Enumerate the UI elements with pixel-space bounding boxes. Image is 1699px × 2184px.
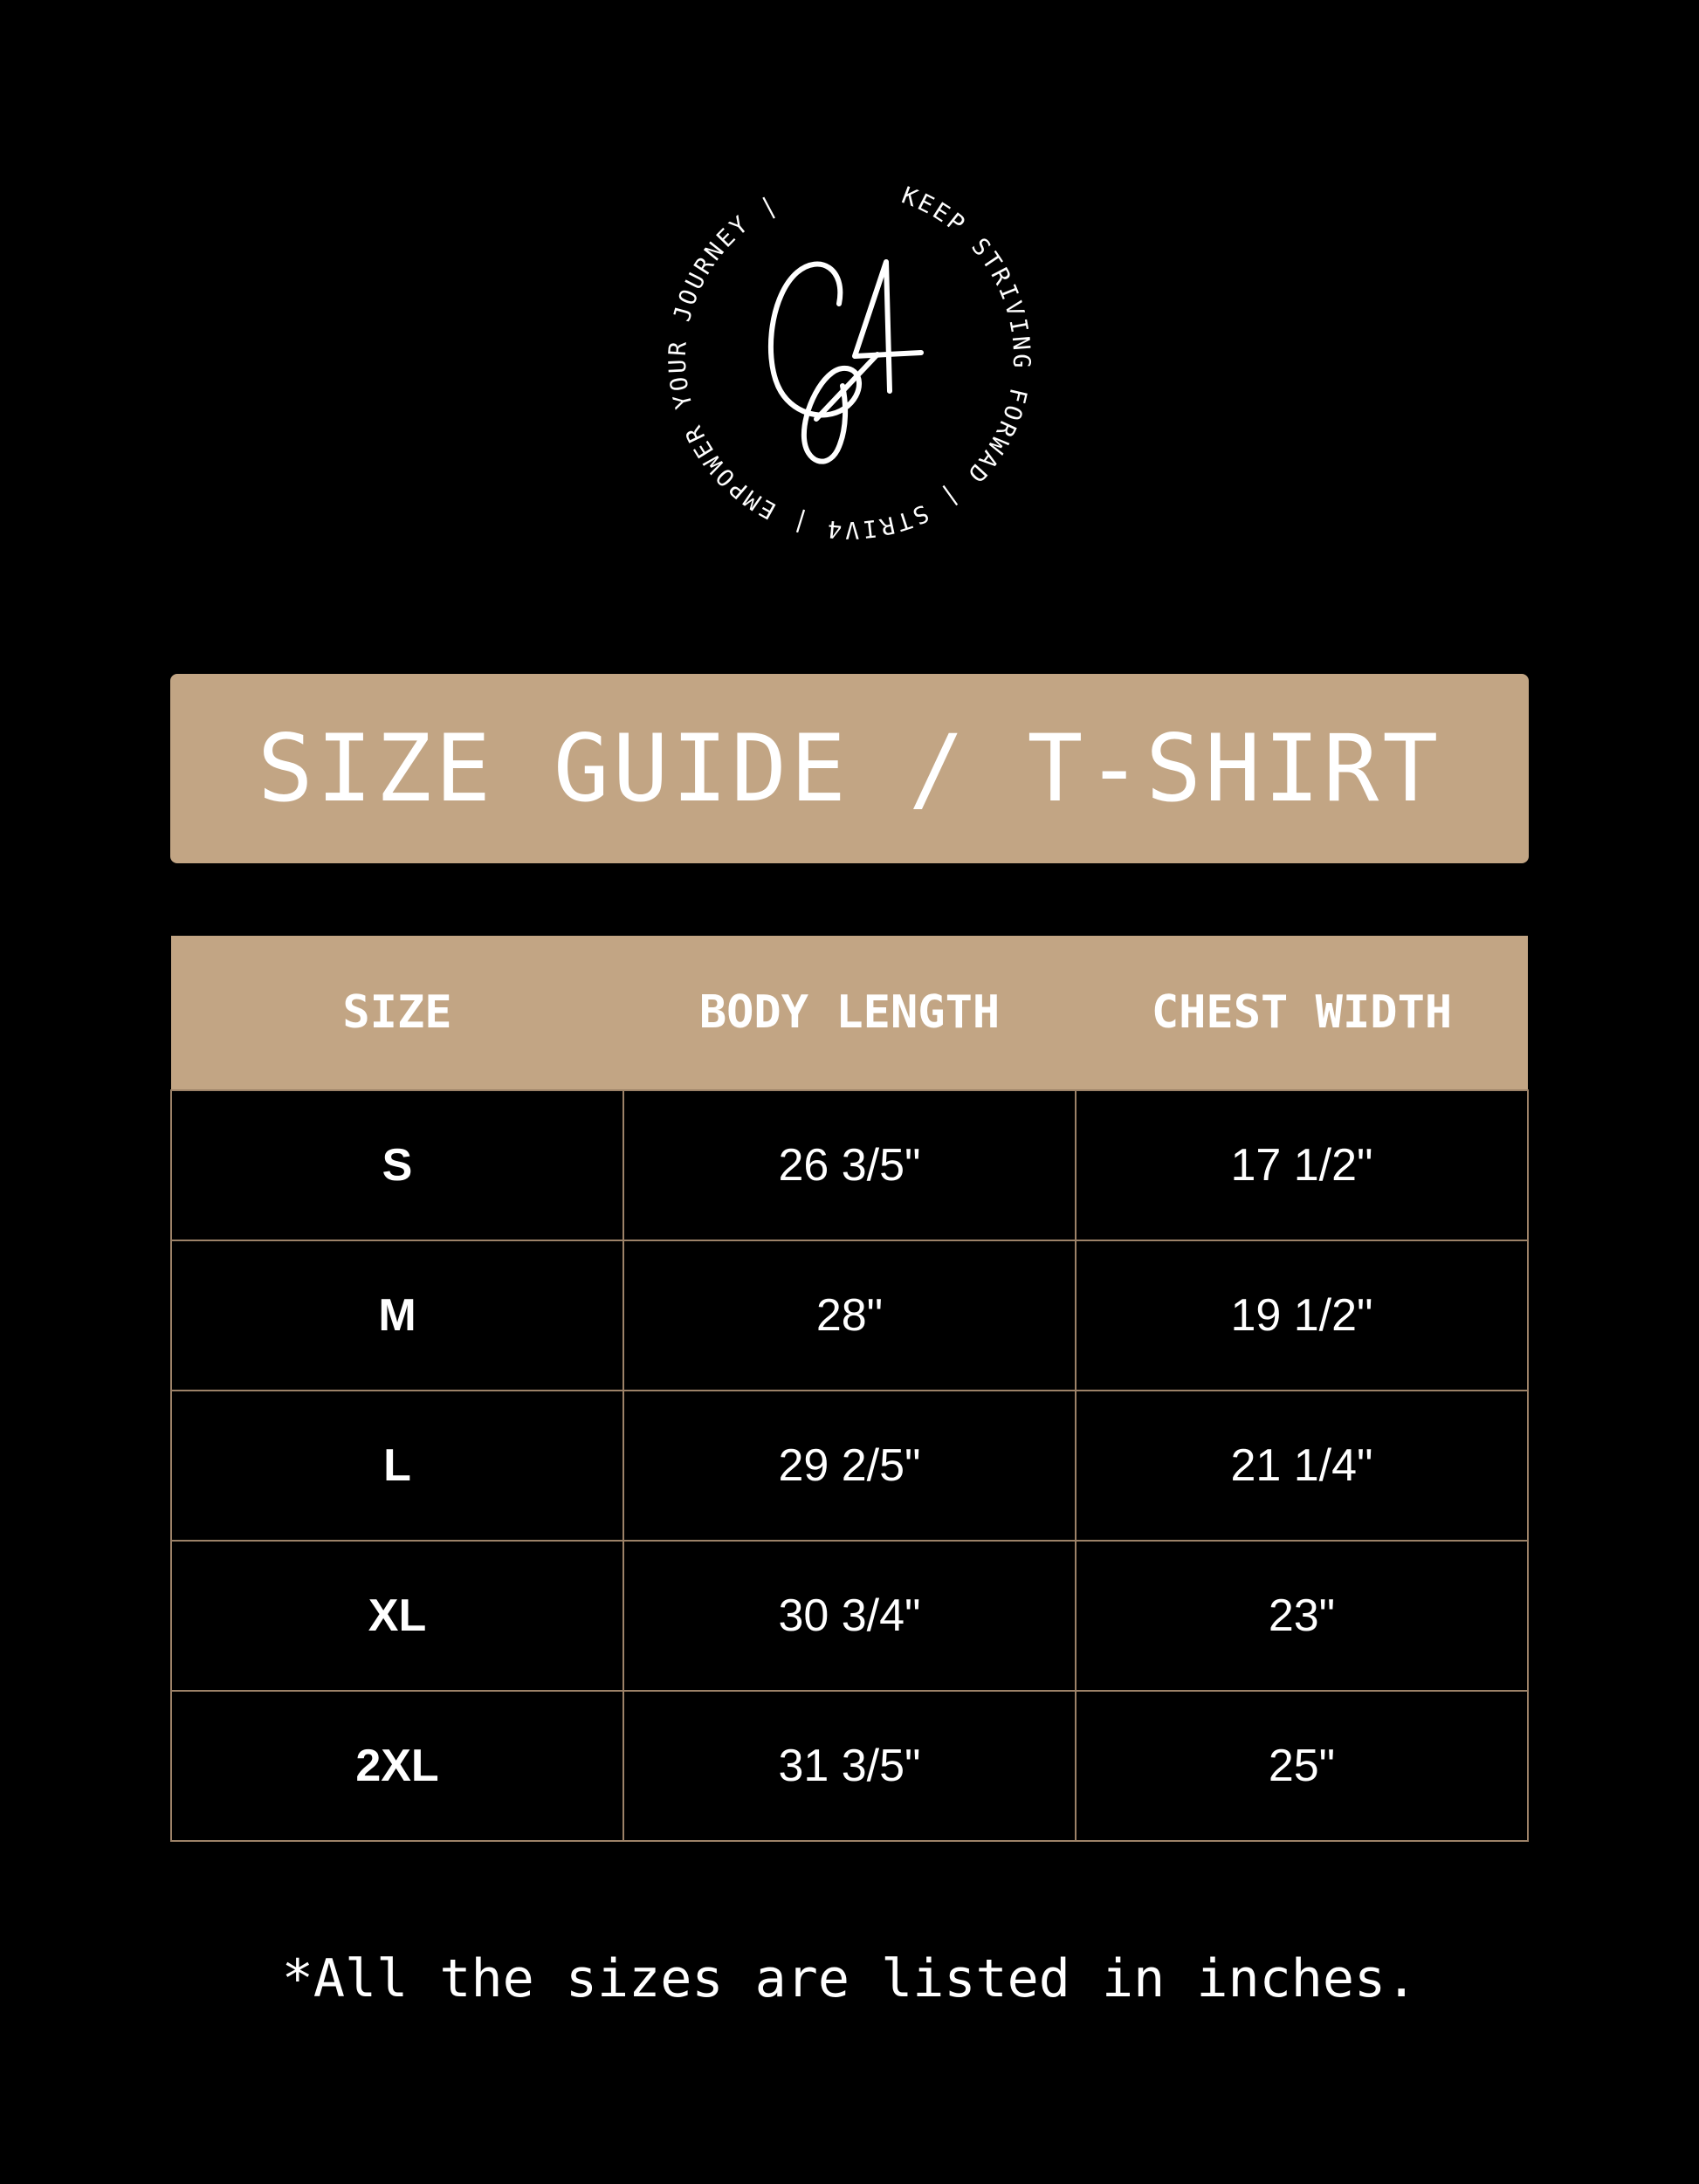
table-header-row: [171, 936, 1528, 1090]
chest-width-cell: 17 1/2": [1076, 1090, 1528, 1240]
brand-ring-text: KEEP STRIVING FORWAD | STRIV4 | EMPOWER YOUR JOURNEY |: [664, 182, 1035, 544]
brand-seal-icon: [649, 157, 1050, 559]
table-row: [171, 1090, 1528, 1240]
page-title: SIZE GUIDE / T-SHIRT: [257, 715, 1442, 822]
brand-logo: [649, 157, 1050, 559]
size-cell: 2XL: [171, 1691, 623, 1841]
body-length-cell: 29 2/5": [623, 1391, 1076, 1541]
body-length-cell: 31 3/5": [623, 1691, 1076, 1841]
table-row: [171, 1691, 1528, 1841]
size-cell: XL: [171, 1541, 623, 1691]
monogram-4-stroke: [855, 262, 921, 391]
size-cell: S: [171, 1090, 623, 1240]
svg-text:KEEP STRIVING FORWAD | STRIV4: [649, 157, 1050, 559]
footnote: *All the sizes are listed in inches.: [281, 1948, 1418, 2009]
chest-width-cell: 23": [1076, 1541, 1528, 1691]
header-chest-width: CHEST WIDTH: [1076, 936, 1528, 1090]
title-banner: [170, 674, 1529, 863]
table-row: [171, 1541, 1528, 1691]
monogram-s-stroke: [771, 264, 859, 462]
table-row: [171, 1391, 1528, 1541]
body-length-cell: 28": [623, 1240, 1076, 1391]
size-chart-table: [170, 936, 1529, 1842]
chest-width-cell: 19 1/2": [1076, 1240, 1528, 1391]
header-body-length: BODY LENGTH: [623, 936, 1076, 1090]
size-cell: M: [171, 1240, 623, 1391]
table-row: [171, 1240, 1528, 1391]
size-cell: L: [171, 1391, 623, 1541]
chest-width-cell: 21 1/4": [1076, 1391, 1528, 1541]
header-size: SIZE: [171, 936, 623, 1090]
body-length-cell: 26 3/5": [623, 1090, 1076, 1240]
chest-width-cell: 25": [1076, 1691, 1528, 1841]
body-length-cell: 30 3/4": [623, 1541, 1076, 1691]
